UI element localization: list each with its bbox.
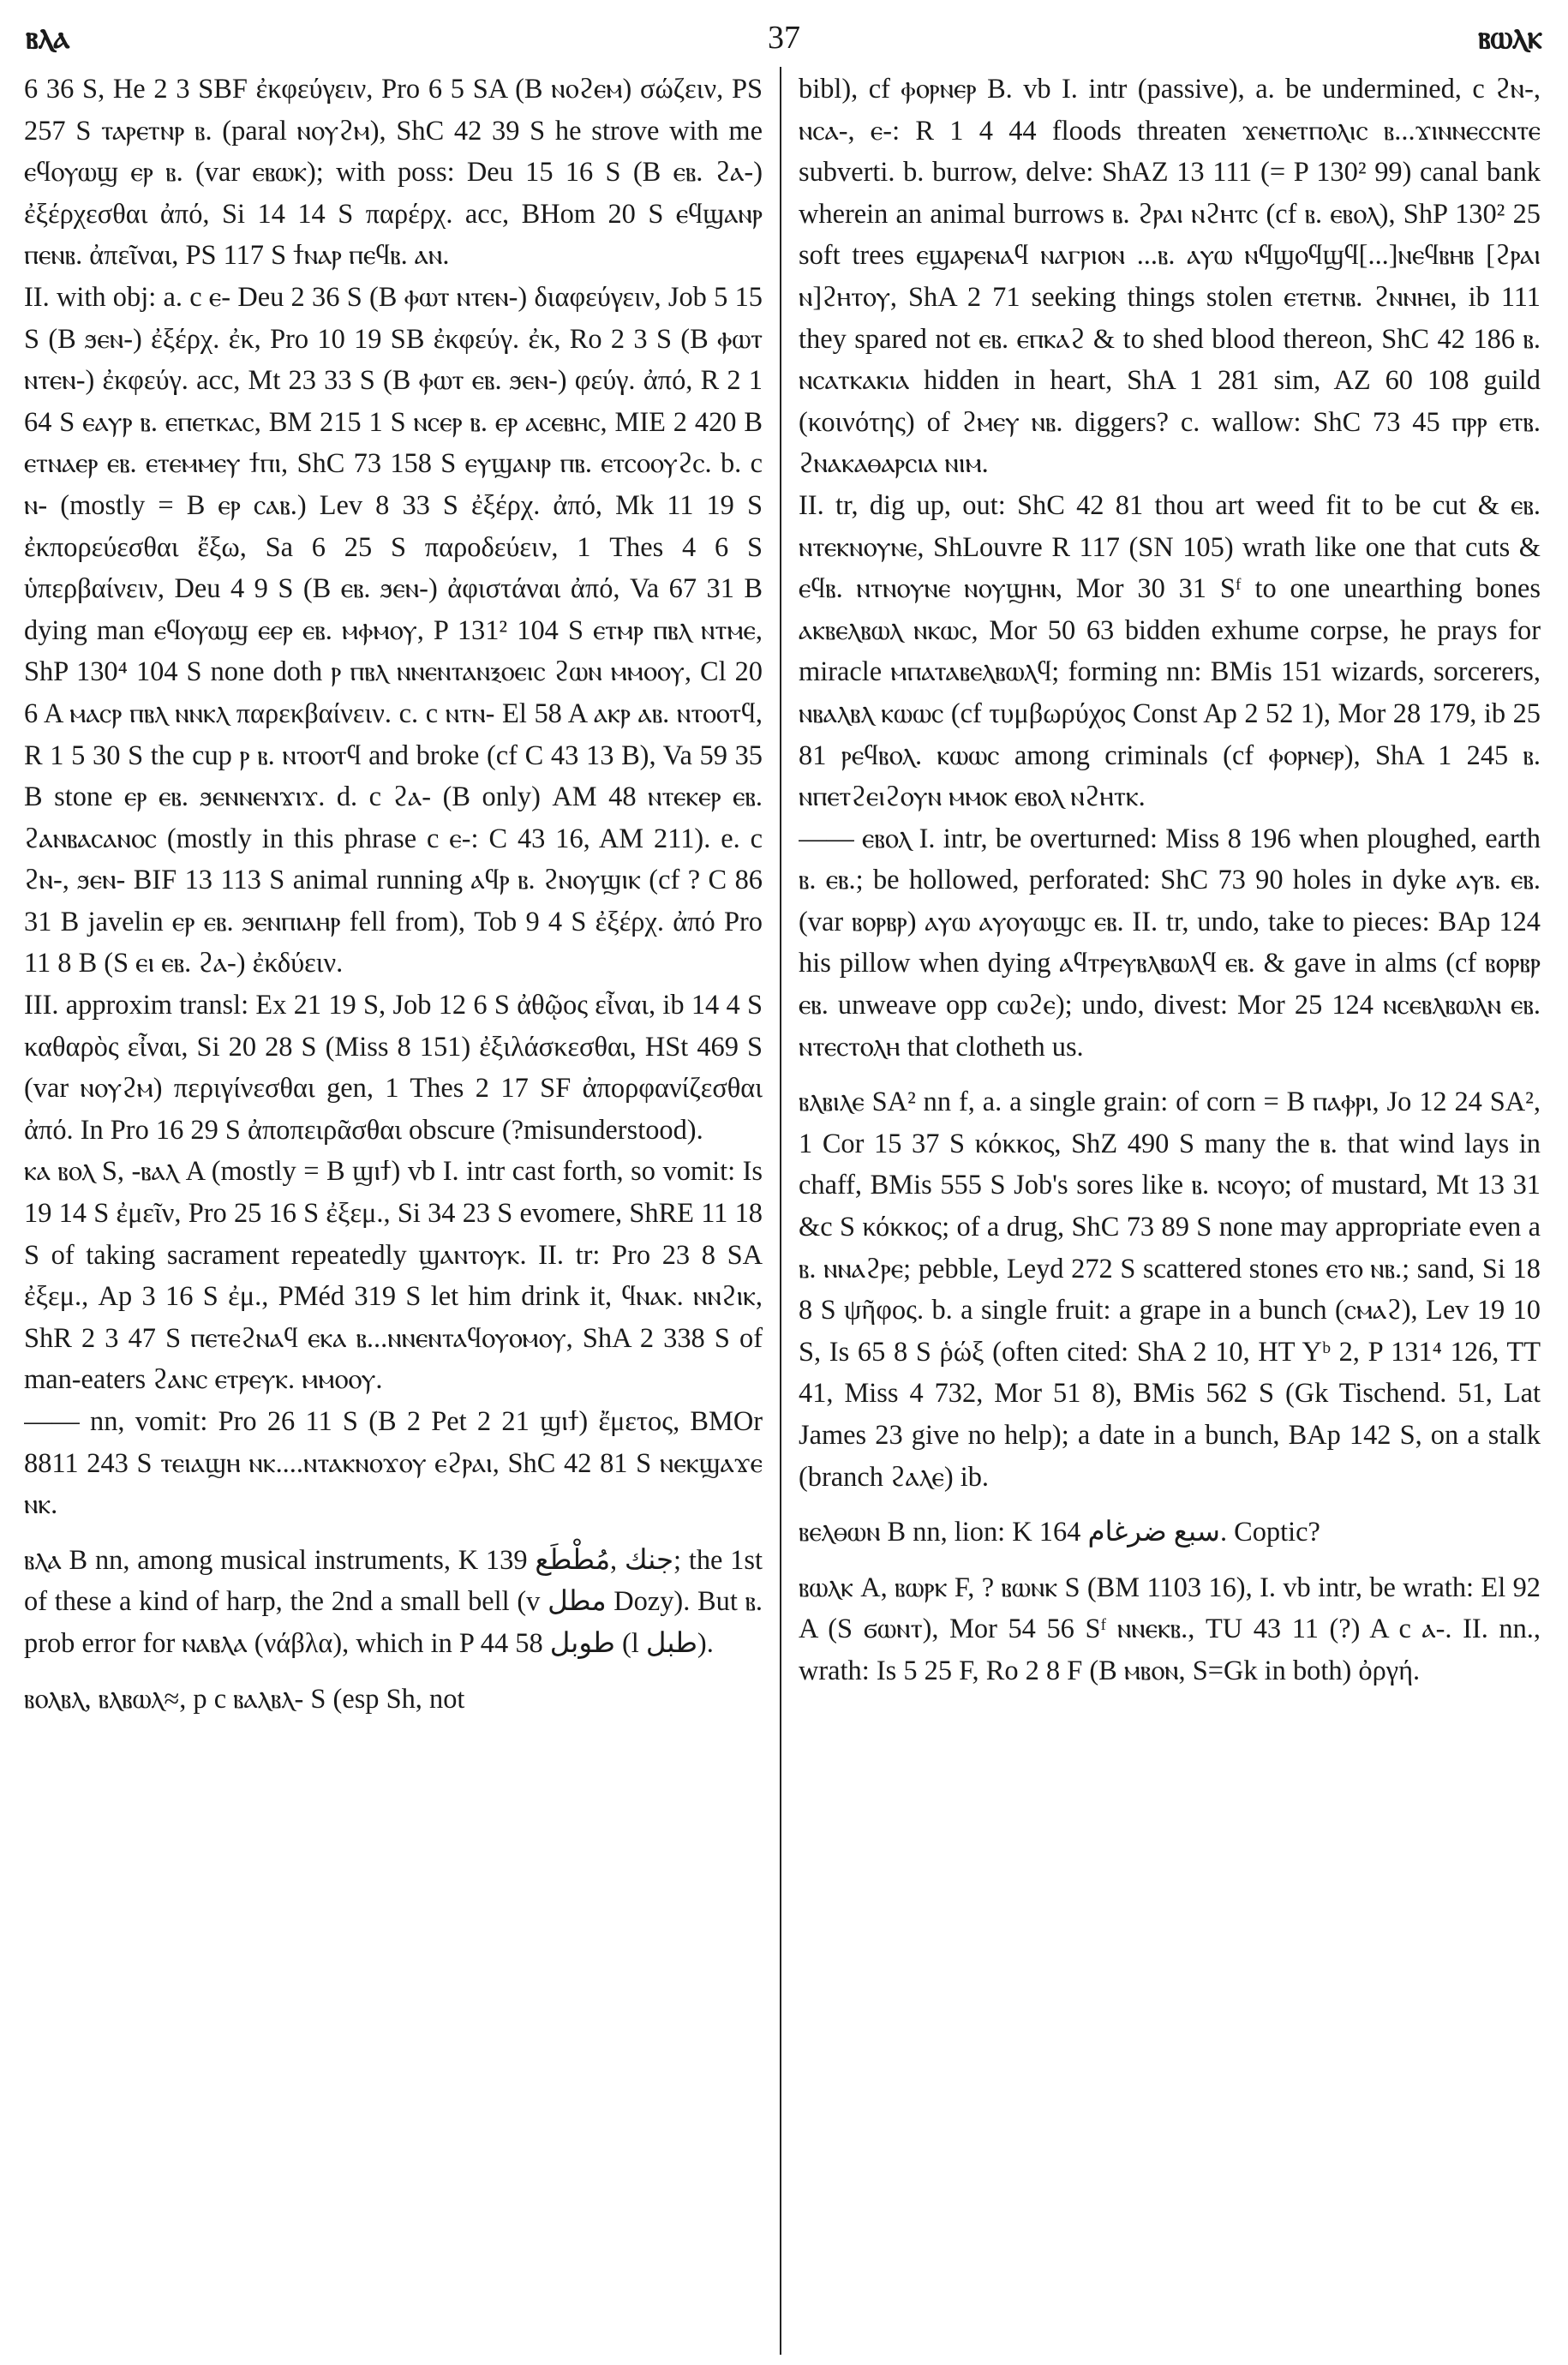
paragraph: ⲕⲁ ⲃⲟⲗ S, -ⲃⲁⲗ A (mostly = B ϣⲓϯ) vb I. intr cast forth, so vomit: Is 19 14 S ἐμεῖν, Pro 25 16 S ἐξεμ., Si 34 23 S evomere, ShRE 11 18 S of taking sacrament repeatedly ϣⲁⲛⲧⲟⲩⲕ. II. tr: Pro 23 8 SA ἐξεμ., Ap 3 16 S ἐμ., PMéd 319 S let him drink it, ϥⲛⲁⲕ. ⲛⲛϩⲓⲕ, ShR 2 3 47 S ⲡⲉⲧⲉϩⲛⲁϥ ⲉⲕⲁ ⲃ...ⲛⲛⲉⲛⲧⲁϥⲟⲩⲟⲙⲟⲩ, ShA 2 338 S of man-eaters ϩⲁⲛⲥ ⲉⲧⲣⲉⲩⲕ. ⲙⲙⲟⲟⲩ. — [24, 1156, 763, 1396]
paragraph: —— nn, vomit: Pro 26 11 S (B 2 Pet 2 21 ϣⲓϯ) ἔμετος, BMOr 8811 243 S ⲧⲉⲓⲁϣⲏ ⲛⲕ....ⲛⲧⲁⲕⲛⲟϫⲟⲩ ⲉϩⲣⲁⲓ, ShC 42 81 S ⲛⲉⲕϣⲁϫⲉ ⲛⲕ. — [24, 1406, 763, 1521]
column-divider — [780, 67, 781, 2355]
paragraph: ⲃⲟⲗⲃⲗ, ⲃⲗⲃⲱⲗ≈, p c ⲃⲁⲗⲃⲗ- S (esp Sh, not — [24, 1683, 465, 1715]
right-column — [799, 69, 1541, 2348]
header-left-headword: ⲃⲗⲁ — [26, 20, 70, 56]
paragraph: bibl), cf ⲫⲟⲣⲛⲉⲣ B. vb I. intr (passive), a. be undermined, c ϩⲛ-, ⲛⲥⲁ-, ⲉ-: R 1 4 44 floods threaten ϫⲉⲛⲉⲧⲡⲟⲗⲓⲥ ⲃ...ϫⲓⲛⲛⲉⲥⲥⲛⲧⲉ subverti. b. burrow, delve: ShAZ 13 111 (= P 130² 99) canal bank wherein an animal burrows ⲃ. ϩⲣⲁⲓ ⲛϩⲏⲧⲥ (cf ⲃ. ⲉⲃⲟⲗ), ShP 130² 25 soft trees ⲉϣⲁⲣⲉⲛⲁϥ ⲛⲁⲅⲣⲓⲟⲛ ...ⲃ. ⲁⲩⲱ ⲛϥϣⲟϥϣϥ[...]ⲛⲉϥⲃⲏⲃ [ϩⲣⲁⲓ ⲛ]ϩⲏⲧⲟⲩ, ShA 2 71 seeking things stolen ⲉⲧⲉⲧⲛⲃ. ϩⲛⲛⲏⲉⲓ, ib 111 they spared not ⲉⲃ. ⲉⲡⲕⲁϩ & to shed blood thereon, ShC 42 186 ⲃ. ⲛⲥⲁⲧⲕⲁⲕⲓⲁ hidden in heart, ShA 1 281 sim, AZ 60 108 guild (κοινότης) of ϩⲙⲉⲩ ⲛⲃ. diggers? c. wallow: ShC 73 45 ⲡⲣⲣ ⲉⲧⲃ. ϩⲛⲁⲕⲁⲑⲁⲣⲥⲓⲁ ⲛⲓⲙ. — [799, 74, 1541, 480]
paragraph: ⲃⲉⲗⲑⲱⲛ B nn, lion: K 164 سبع ضرغام. Coptic? — [799, 1517, 1320, 1548]
header-right-headword: ⲃⲱⲗⲕ — [1478, 20, 1542, 56]
paragraph: ⲃⲗⲁ B nn, among musical instruments, K 139 جنك ,مُطْطَع; the 1st of these a kind of harp, the 2nd a small bell (v مطل Dozy). But ⲃ. prob error for ⲛⲁⲃⲗⲁ (νάβλα), which in P 44 58 طوبل (l طبل). — [24, 1544, 763, 1659]
paragraph: 6 36 S, He 2 3 SBF ἐκφεύγειν, Pro 6 5 SA (B ⲛⲟϩⲉⲙ) σώζειν, PS 257 S ⲧⲁⲣⲉⲧⲛⲣ ⲃ. (paral ⲛⲟⲩϩⲙ), ShC 42 39 S he strove with me ⲉϥⲟⲩⲱϣ ⲉⲣ ⲃ. (var ⲉⲃⲱⲕ); with poss: Deu 15 16 S (B ⲉⲃ. ϩⲁ-) ἐξέρχεσθαι ἀπό, Si 14 14 S παρέρχ. acc, BHom 20 S ⲉϥϣⲁⲛⲣ ⲡⲉⲛⲃ. ἀπεῖναι, PS 117 S ϯⲛⲁⲣ ⲡⲉϥⲃ. ⲁⲛ. — [24, 74, 763, 272]
left-column — [24, 69, 763, 2348]
paragraph: ⲃⲱⲗⲕ A, ⲃⲱⲣⲕ F, ? ⲃⲱⲛⲕ S (BM 1103 16), I. vb intr, be wrath: El 92 A (S ϭⲱⲛⲧ), Mor 54 56 Sᶠ ⲛⲛⲉⲕⲃ., TU 43 11 (?) A c ⲁ-. II. nn., wrath: Is 5 25 F, Ro 2 8 F (B ⲙⲃⲟⲛ, S=Gk in both) ὀργή. — [799, 1572, 1541, 1686]
paragraph: III. approxim transl: Ex 21 19 S, Job 12 6 S ἀθῷος εἶναι, ib 14 4 S καθαρὸς εἶναι, Si 20 28 S (Miss 8 151) ἐξιλάσκεσθαι, HSt 469 S (var ⲛⲟⲩϩⲙ) περιγίνεσθαι gen, 1 Thes 2 17 SF ἀπορφανίζεσθαι ἀπό. In Pro 16 29 S ἀποπειρᾶσθαι obscure (?misunderstood). — [24, 990, 763, 1146]
paragraph: II. with obj: a. c ⲉ- Deu 2 36 S (B ⲫⲱⲧ ⲛⲧⲉⲛ-) διαφεύγειν, Job 5 15 S (B ϧⲉⲛ-) ἐξέρχ. ἐκ, Pro 10 19 SB ἐκφεύγ. ἐκ, Ro 2 3 S (B ⲫⲱⲧ ⲛⲧⲉⲛ-) ἐκφεύγ. acc, Mt 23 33 S (B ⲫⲱⲧ ⲉⲃ. ϧⲉⲛ-) φεύγ. ἀπό, R 2 1 64 S ⲉⲁⲩⲣ ⲃ. ⲉⲡⲉⲧⲕⲁⲥ, BM 215 1 S ⲛⲥⲉⲣ ⲃ. ⲉⲣ ⲁⲥⲉⲃⲏⲥ, MIE 2 420 B ⲉⲧⲛⲁⲉⲣ ⲉⲃ. ⲉⲧⲉⲙⲙⲉⲩ ϯⲡⲓ, ShC 73 158 S ⲉⲩϣⲁⲛⲣ ⲡⲃ. ⲉⲧⲥⲟⲟⲩϩⲥ. b. c ⲛ- (mostly = B ⲉⲣ ⲥⲁⲃ.) Lev 8 33 S ἐξέρχ. ἀπό, Mk 11 19 S ἐκπορεύεσθαι ἔξω, Sa 6 25 S παροδεύειν, 1 Thes 4 6 S ὑπερβαίνειν, Deu 4 9 S (B ⲉⲃ. ϧⲉⲛ-) ἀφιστάναι ἀπό, Va 67 31 B dying man ⲉϥⲟⲩⲱϣ ⲉⲉⲣ ⲉⲃ. ⲙⲫⲙⲟⲩ, P 131² 104 S ⲉⲧⲙⲣ ⲡⲃⲗ ⲛⲧⲙⲉ, ShP 130⁴ 104 S none doth ⲣ ⲡⲃⲗ ⲛⲛⲉⲛⲧⲁⲛⲝⲟⲉⲓⲥ ϩⲱⲛ ⲙⲙⲟⲟⲩ, Cl 20 6 A ⲙⲁⲥⲣ ⲡⲃⲗ ⲛⲛⲕⲗ παρεκβαίνειν. c. c ⲛⲧⲛ- El 58 A ⲁⲕⲣ ⲁⲃ. ⲛⲧⲟⲟⲧϥ, R 1 5 30 S the cup ⲣ ⲃ. ⲛⲧⲟⲟⲧϥ and broke (cf C 43 13 B), Va 59 35 B stone ⲉⲣ ⲉⲃ. ϧⲉⲛⲛⲉⲛϫⲓϫ. d. c ϩⲁ- (B only) AM 48 ⲛⲧⲉⲕⲉⲣ ⲉⲃ. ϩⲁⲛⲃⲁⲥⲁⲛⲟⲥ (mostly in this phrase c ⲉ-: C 43 16, AM 211). e. c ϩⲛ-, ϧⲉⲛ- BIF 13 113 S animal running ⲁϥⲣ ⲃ. ϩⲛⲟⲩϣⲓⲕ (cf ? C 86 31 B javelin ⲉⲣ ⲉⲃ. ϧⲉⲛⲡⲓⲁⲏⲣ fell from), Tob 9 4 S ἐξέρχ. ἀπό Pro 11 8 B (S ⲉⲓ ⲉⲃ. ϩⲁ-) ἐκδύειν. — [24, 281, 763, 979]
paragraph: —— ⲉⲃⲟⲗ I. intr, be overturned: Miss 8 196 when ploughed, earth ⲃ. ⲉⲃ.; be hollowed, perforated: ShC 73 90 holes in dyke ⲁⲩⲃ. ⲉⲃ. (var ⲃⲟⲣⲃⲣ) ⲁⲩⲱ ⲁⲩⲟⲩⲱϣⲥ ⲉⲃ. II. tr, undo, take to pieces: BAp 124 his pillow when dying ⲁϥⲧⲣⲉⲩⲃⲗⲃⲱⲗϥ ⲉⲃ. & gave in alms (cf ⲃⲟⲣⲃⲣ ⲉⲃ. unweave opp ⲥⲱϩⲉ); undo, divest: Mor 25 124 ⲛⲥⲉⲃⲗⲃⲱⲗⲛ ⲉⲃ. ⲛⲧⲉⲥⲧⲟⲗⲏ that clotheth us. — [799, 823, 1541, 1063]
paragraph: ⲃⲗⲃⲓⲗⲉ SA² nn f, a. a single grain: of corn = B ⲡⲁⲫⲣⲓ, Jo 12 24 SA², 1 Cor 15 37 S κόκκος, ShZ 490 S many the ⲃ. that wind lays in chaff, BMis 555 S Job's sores like ⲃ. ⲛⲥⲟⲩⲟ; of mustard, Mt 13 31 &c S κόκκος; of a drug, ShC 73 89 S none may appropriate even a ⲃ. ⲛⲛⲁϩⲣⲉ; pebble, Leyd 272 S scattered stones ⲉⲧⲟ ⲛⲃ.; sand, Si 18 8 S ψῆφος. b. a single fruit: a grape in a bunch (ⲥⲙⲁϩ), Lev 19 10 S, Is 65 8 S ῥώξ (often cited: ShA 2 10, HT Yᵇ 2, P 131⁴ 126, TT 41, Miss 4 732, Mor 51 8), BMis 562 S (Gk Tischend. 51, Lat James 23 give no help); a date in a bunch, BAp 142 S, on a stalk (branch ϩⲁⲗⲉ) ib. — [799, 1087, 1541, 1493]
page-header — [26, 19, 1542, 70]
page-number: 37 — [768, 20, 800, 56]
paragraph: II. tr, dig up, out: ShC 42 81 thou art weed fit to be cut & ⲉⲃ. ⲛⲧⲉⲕⲛⲟⲩⲛⲉ, ShLouvre R 117 (SN 105) wrath like one that cuts & ⲉϥⲃ. ⲛⲧⲛⲟⲩⲛⲉ ⲛⲟⲩϣⲏⲛ, Mor 30 31 Sᶠ to one unearthing bones ⲁⲕⲃⲉⲗⲃⲱⲗ ⲛⲕⲱⲥ, Mor 50 63 bidden exhume corpse, he prays for miracle ⲙⲡⲁⲧⲁⲃⲉⲗⲃⲱⲗϥ; forming nn: BMis 151 wizards, sorcerers, ⲛⲃⲁⲗⲃⲗ ⲕⲱⲱⲥ (cf τυμβωρύχος Const Ap 2 52 1), Mor 28 179, ib 25 81 ⲣⲉϥⲃⲟⲗ. ⲕⲱⲱⲥ among criminals (cf ⲫⲟⲣⲛⲉⲣ), ShA 1 245 ⲃ. ⲛⲡⲉⲧϩⲉⲓϩⲟⲩⲛ ⲙⲙⲟⲕ ⲉⲃⲟⲗ ⲛϩⲏⲧⲕ. — [799, 489, 1541, 813]
